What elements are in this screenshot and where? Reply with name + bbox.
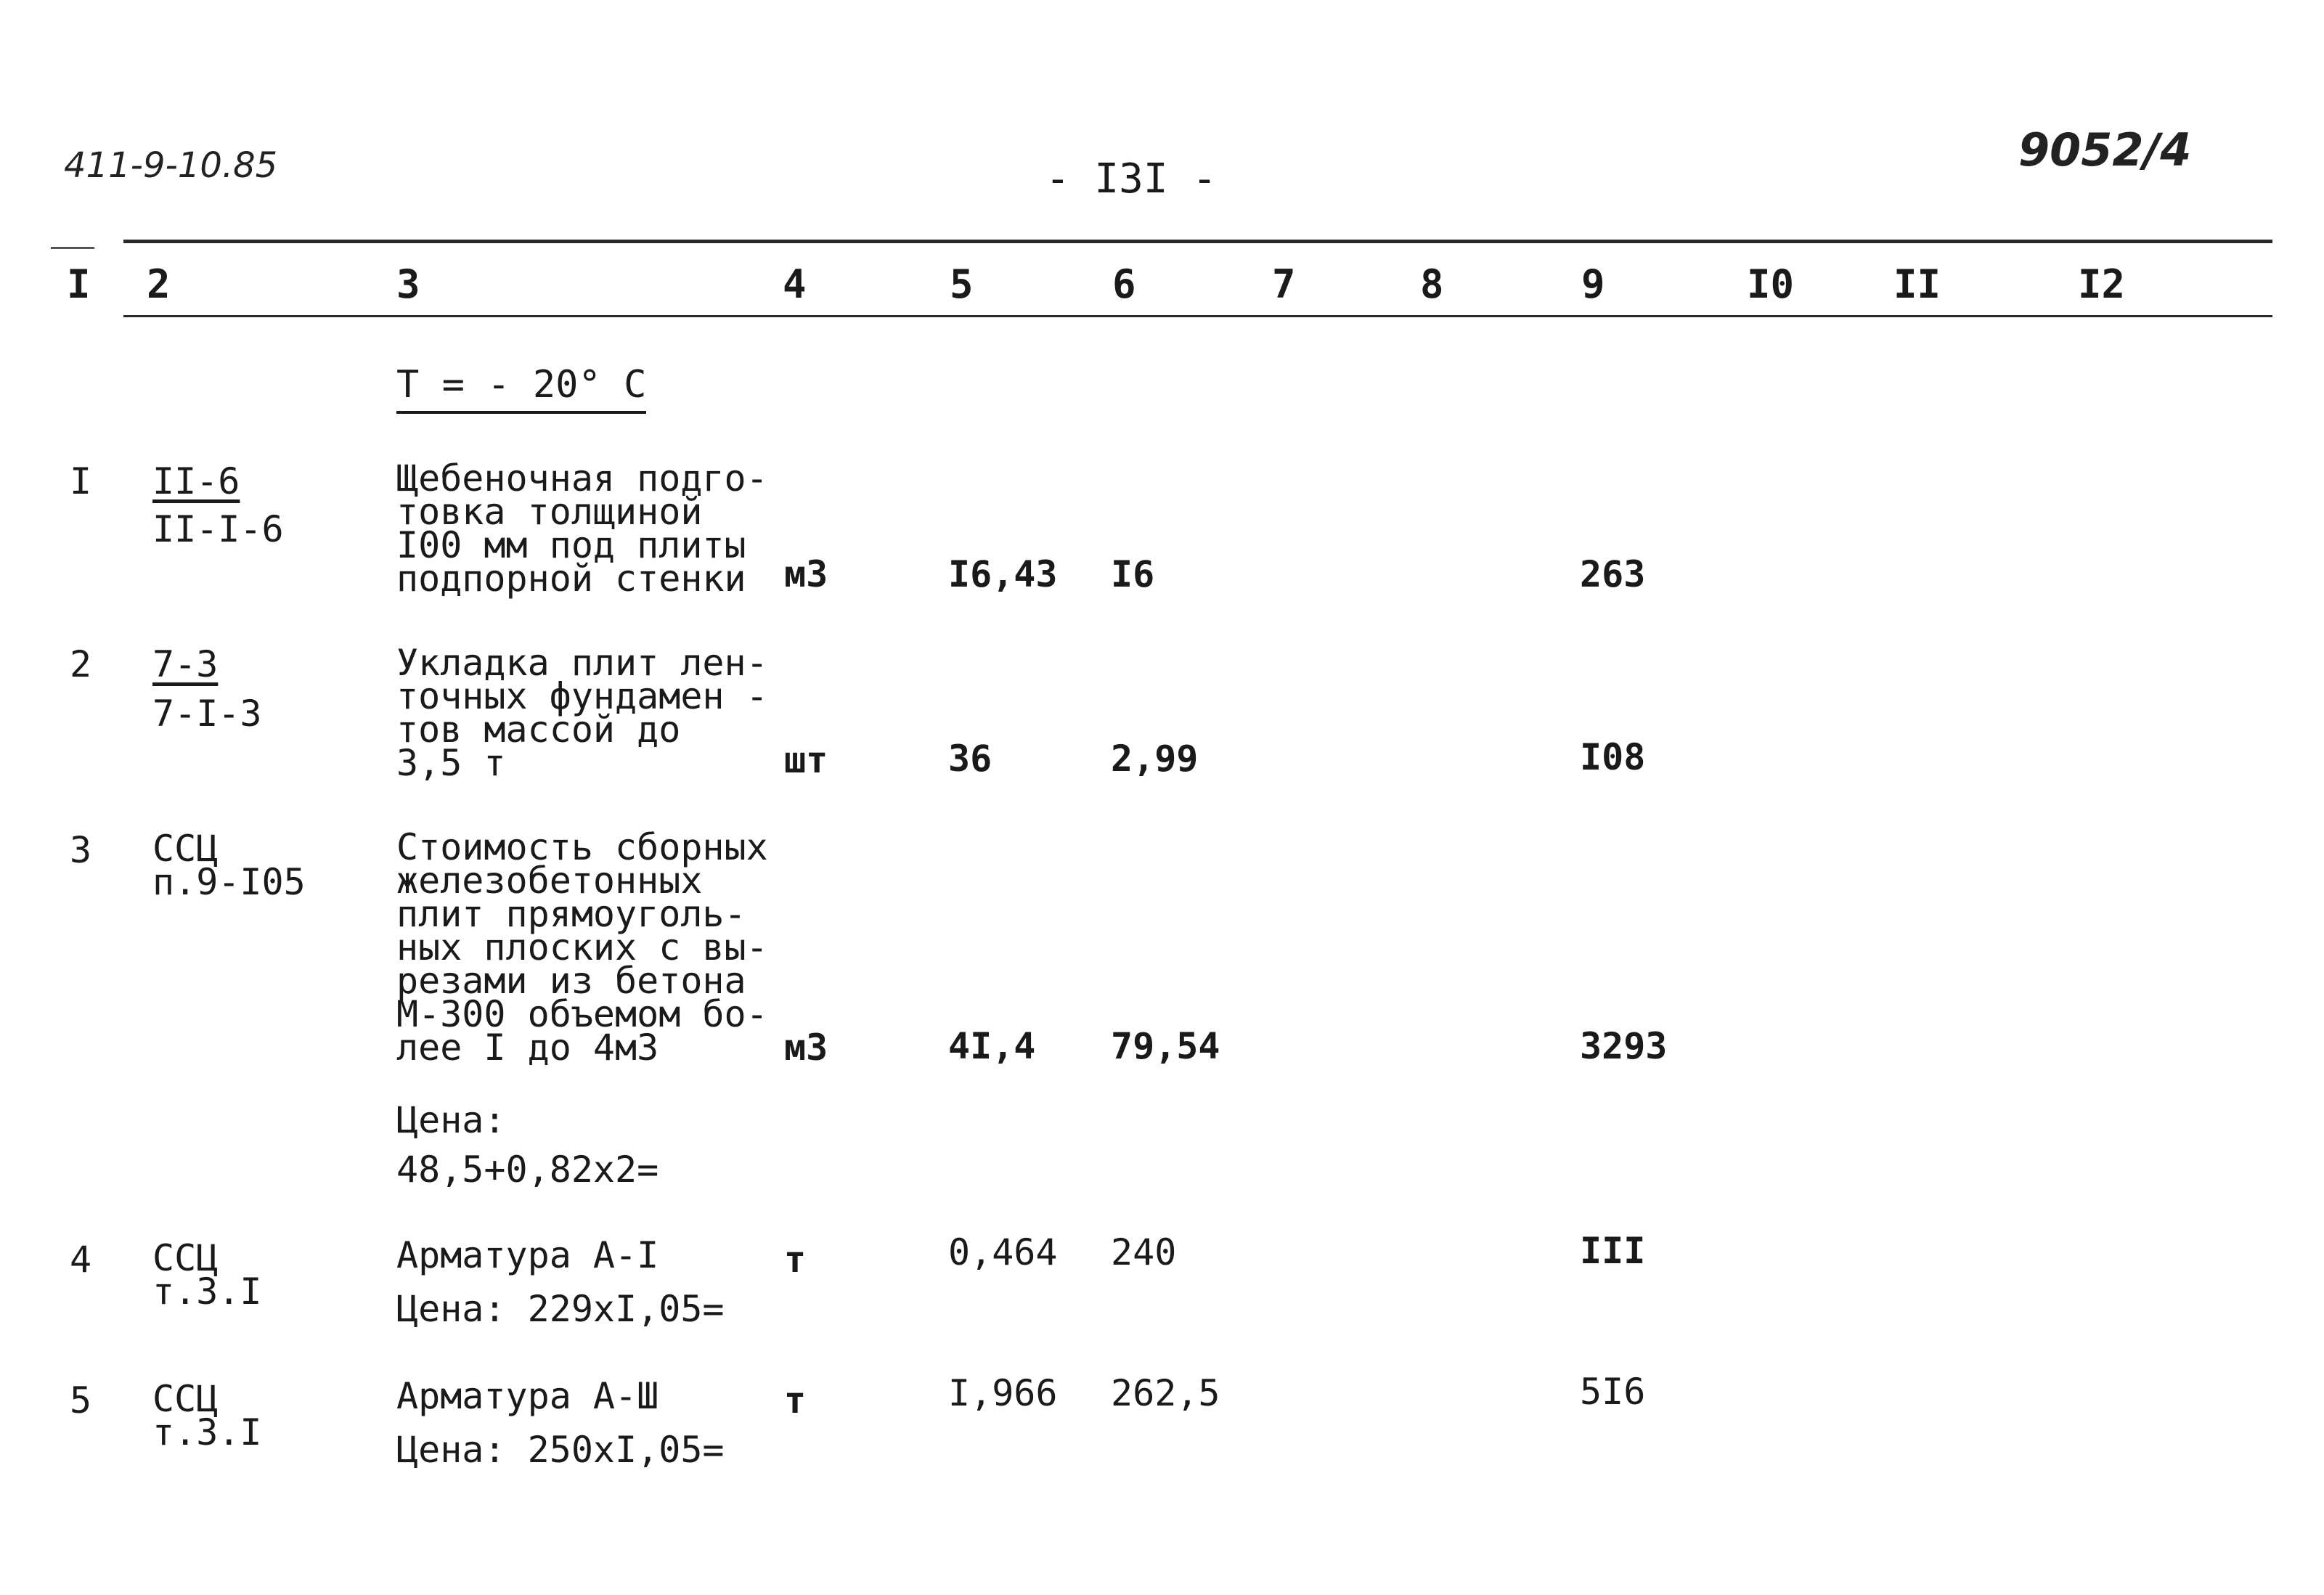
- row-2-number: 2: [70, 643, 92, 685]
- row-4-unit: т: [784, 1239, 807, 1281]
- row-4-code-bottom: т.3.I: [152, 1270, 262, 1313]
- row-3-description: Стоимость сборных железобетонных плит прямоуголь- ных плоских с вы- резами из бетона М-300 объемом бо- лее I до 4м3: [396, 826, 768, 1069]
- row-3-total: 3293: [1580, 1025, 1668, 1067]
- document-code: 411-9-10.85: [64, 145, 278, 186]
- row-3-code-bottom: п.9-I05: [152, 861, 306, 903]
- row-5-code-bottom: т.3.I: [152, 1411, 262, 1453]
- column-header-3: 3: [396, 261, 420, 307]
- row-1-unit: м3: [784, 553, 828, 595]
- page-number: - I3I -: [1045, 155, 1218, 203]
- row-1-quantity: I6,43: [948, 553, 1058, 595]
- table-header-rule: [123, 315, 2272, 317]
- row-5-number: 5: [70, 1379, 92, 1421]
- row-2-code-top: 7-3: [152, 643, 219, 685]
- row-2-price: 2,99: [1111, 738, 1199, 780]
- row-1-total: 263: [1580, 553, 1646, 595]
- row-5-code-top: ССЦ: [152, 1378, 219, 1420]
- row-3-price: 79,54: [1111, 1025, 1220, 1067]
- row-1-code-bottom: II-I-6: [152, 508, 284, 550]
- column-header-2: 2: [147, 261, 171, 307]
- row-3-price-label: Цена:: [396, 1099, 506, 1141]
- row-4-price: 240: [1111, 1231, 1177, 1273]
- column-header-11: II: [1893, 261, 1941, 307]
- header-dash: [51, 247, 94, 249]
- row-5-price-formula: Цена: 250хI,05=: [396, 1429, 725, 1471]
- row-5-unit: т: [784, 1379, 807, 1421]
- row-4-number: 4: [70, 1239, 92, 1281]
- row-2-quantity: 36: [948, 738, 992, 780]
- row-1-code-top: II-6: [152, 460, 240, 502]
- column-header-9: 9: [1581, 261, 1605, 307]
- row-4-price-formula: Цена: 229хI,05=: [396, 1288, 725, 1330]
- row-2-total: I08: [1580, 736, 1646, 778]
- column-header-1: I: [67, 261, 91, 307]
- row-3-unit: м3: [784, 1027, 828, 1069]
- row-5-description: Арматура А-Ш: [396, 1375, 659, 1417]
- row-1-price: I6: [1111, 553, 1155, 595]
- column-header-4: 4: [783, 261, 807, 307]
- column-header-6: 6: [1112, 261, 1136, 307]
- row-5-price: 262,5: [1111, 1372, 1220, 1414]
- row-1-number: I: [70, 460, 92, 502]
- column-header-10: I0: [1747, 261, 1795, 307]
- row-3-quantity: 4I,4: [948, 1025, 1036, 1067]
- row-3-number: 3: [70, 829, 92, 871]
- row-3-code-top: ССЦ: [152, 828, 219, 870]
- row-4-description: Арматура А-I: [396, 1234, 659, 1276]
- row-3-price-formula: 48,5+0,82х2=: [396, 1149, 659, 1191]
- row-4-total: III: [1580, 1230, 1646, 1272]
- section-title: T = - 20° C: [396, 363, 646, 414]
- sheet-code: 9052/4: [2018, 123, 2192, 176]
- row-2-description: Укладка плит лен- точных фундамен - тов массой до 3,5 т: [396, 642, 768, 784]
- table-top-rule: [123, 240, 2272, 243]
- row-4-code-top: ССЦ: [152, 1237, 219, 1279]
- column-header-7: 7: [1272, 261, 1296, 307]
- column-header-12: I2: [2078, 261, 2126, 307]
- row-1-description: Щебеночная подго- товка толщиной I00 мм под плиты подпорной стенки: [396, 457, 768, 600]
- row-4-quantity: 0,464: [948, 1231, 1058, 1273]
- row-5-total: 5I6: [1580, 1371, 1646, 1413]
- row-2-code-bottom: 7-I-3: [152, 693, 262, 735]
- row-2-unit: шт: [784, 739, 828, 781]
- column-header-5: 5: [950, 261, 974, 307]
- row-5-quantity: I,966: [948, 1372, 1058, 1414]
- column-header-8: 8: [1420, 261, 1444, 307]
